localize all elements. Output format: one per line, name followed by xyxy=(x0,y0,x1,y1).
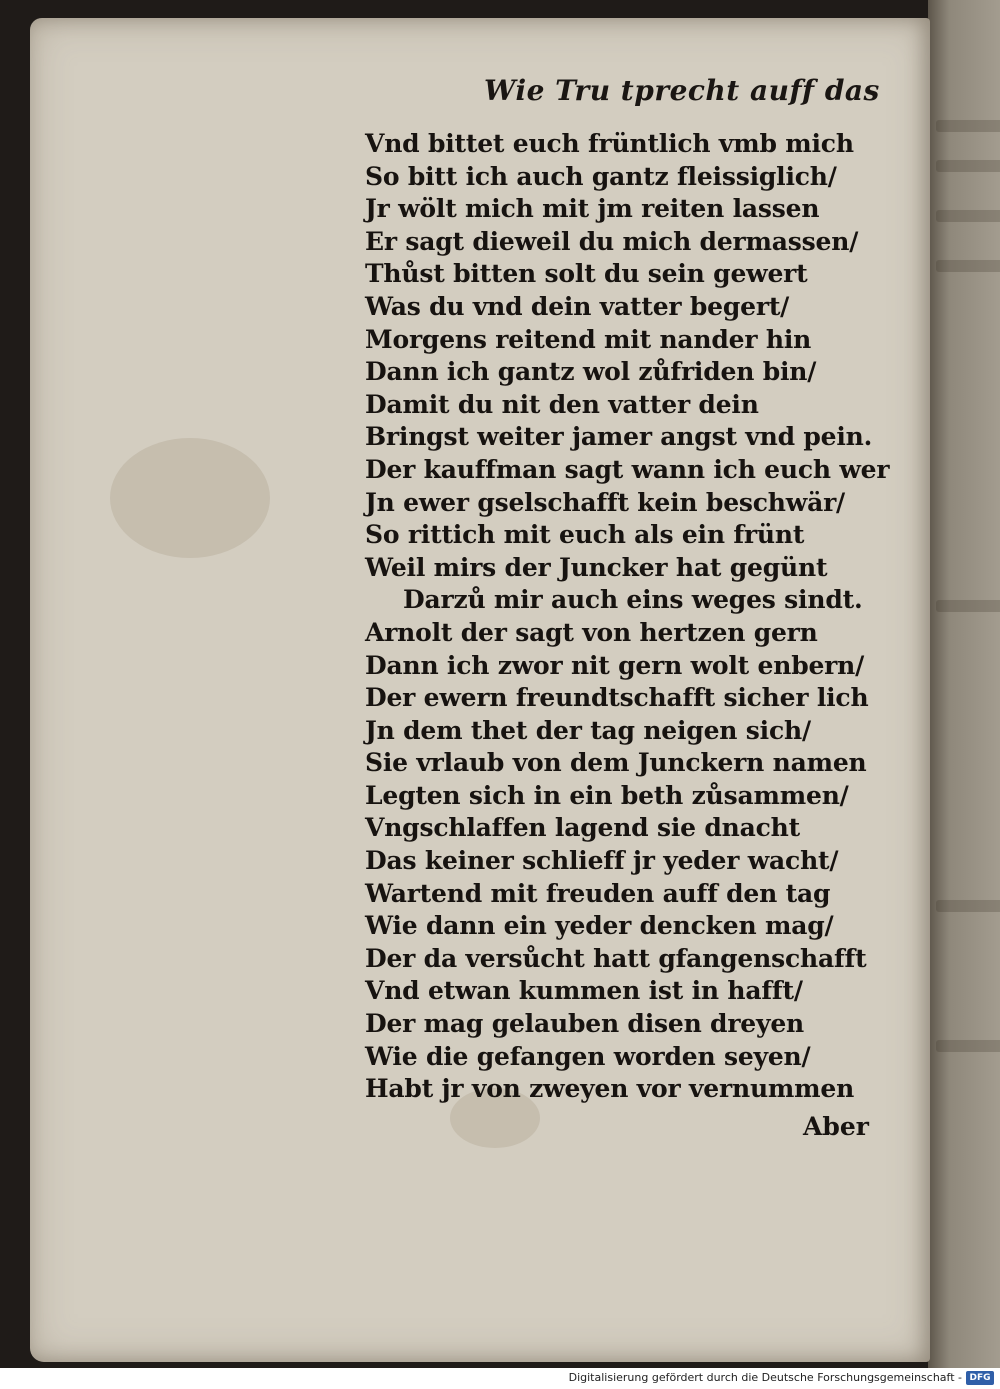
verse-line: Jn dem thet der tag neigen sich/ xyxy=(365,715,811,745)
verse-line: So rittich mit euch als ein frünt xyxy=(365,520,805,550)
running-head: Wie Tru tprecht auff das xyxy=(484,74,880,107)
verse-line: Thůst bitten solt du sein gewert xyxy=(365,259,808,289)
ghost-text-mark xyxy=(936,1040,1000,1052)
ghost-text-mark xyxy=(936,160,1000,172)
verse-line: Vnd bittet euch früntlich vmb mich xyxy=(365,129,854,158)
catchword: Aber xyxy=(803,1112,869,1141)
ghost-text-mark xyxy=(936,120,1000,132)
verse-line: Habt jr von zweyen vor vernummen xyxy=(365,1074,855,1104)
verse-line: Jr wölt mich mit jm reiten lassen xyxy=(365,194,820,224)
verse-line: Arnolt der sagt von hertzen gern xyxy=(365,617,818,647)
verse-line: Weil mirs der Juncker hat gegünt xyxy=(365,552,828,582)
verse-line: Dann ich zwor nit gern wolt enbern/ xyxy=(365,650,865,680)
verse-line: Sie vrlaub von dem Junckern namen xyxy=(365,748,867,778)
verse-line: Er sagt dieweil du mich dermassen/ xyxy=(365,226,859,256)
verse-line: Vnd etwan kummen ist in hafft/ xyxy=(365,976,803,1006)
verse-line: Wie die gefangen worden seyen/ xyxy=(365,1041,811,1071)
verse-line: Das keiner schlieff jr yeder wacht/ xyxy=(365,846,839,876)
ghost-text-mark xyxy=(936,600,1000,612)
verse-line: Der mag gelauben disen dreyen xyxy=(365,1009,805,1039)
paper-stain xyxy=(110,438,270,558)
verse-line: So bitt ich auch gantz fleissiglich/ xyxy=(365,161,837,191)
verse-line: Was du vnd dein vatter begert/ xyxy=(365,291,790,321)
verse-line: Jn ewer gselschafft kein beschwär/ xyxy=(365,487,845,517)
verse-block xyxy=(365,128,905,1106)
book-page xyxy=(30,18,930,1362)
verse-line: Damit du nit den vatter dein xyxy=(365,389,759,419)
verse-line: Darzů mir auch eins weges sindt. xyxy=(403,585,863,615)
ghost-text-mark xyxy=(936,900,1000,912)
verse-line: Wie dann ein yeder dencken mag/ xyxy=(365,911,834,941)
verse-line: Wartend mit freuden auff den tag xyxy=(365,878,831,908)
funding-credit-text: Digitalisierung gefördert durch die Deutsche Forschungsgemeinschaft - xyxy=(568,1371,962,1384)
verse-line: Dann ich gantz wol zůfriden bin/ xyxy=(365,357,817,387)
verse-line: Der da versůcht hatt gfangenschafft xyxy=(365,943,867,973)
verse-line: Der kauffman sagt wann ich euch wer xyxy=(365,454,890,484)
verse-line: Morgens reitend mit nander hin xyxy=(365,324,812,354)
dfg-logo[interactable]: DFG xyxy=(966,1371,994,1385)
verse-line: Bringst weiter jamer angst vnd pein. xyxy=(365,422,873,452)
ghost-text-mark xyxy=(936,260,1000,272)
funding-footer xyxy=(0,1368,1000,1389)
verse-line: Der ewern freundtschafft sicher lich xyxy=(365,683,869,713)
verse-line: Vngschlaffen lagend sie dnacht xyxy=(365,813,800,843)
verse-line: Legten sich in ein beth zůsammen/ xyxy=(365,780,849,810)
ghost-text-mark xyxy=(936,210,1000,222)
facing-page-edge xyxy=(928,0,1000,1368)
